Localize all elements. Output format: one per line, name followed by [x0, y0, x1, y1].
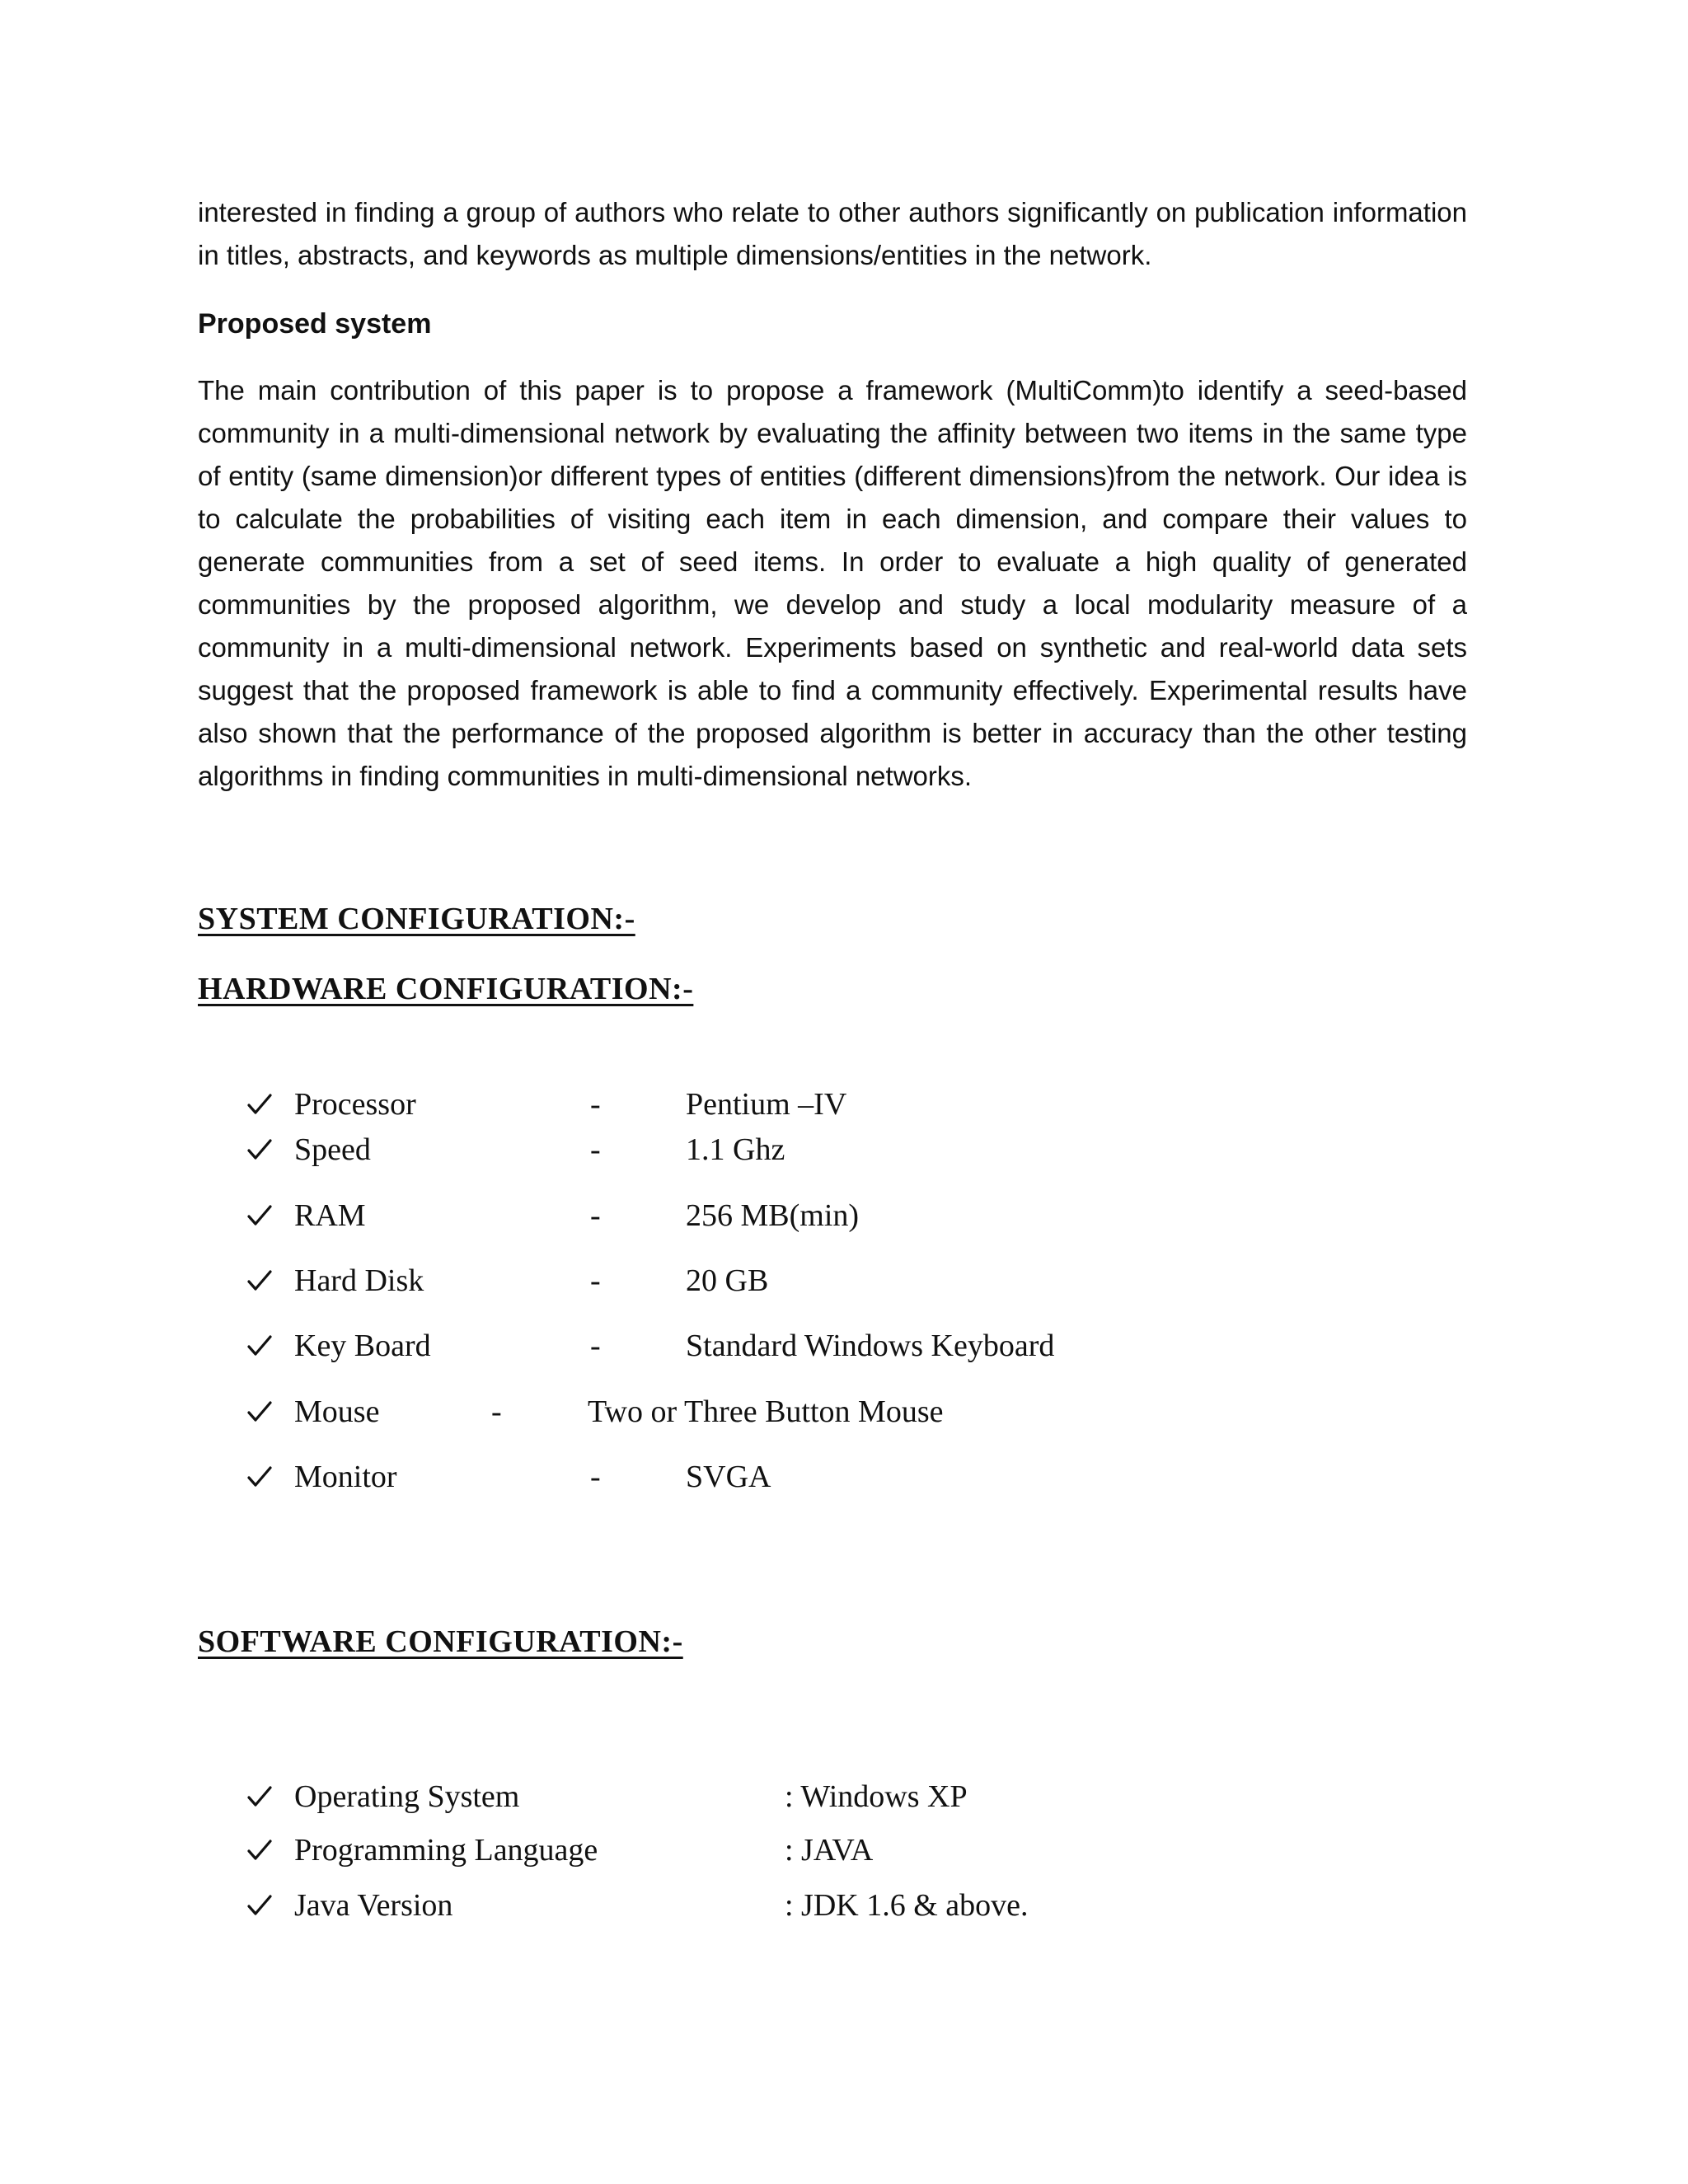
hardware-config-heading: HARDWARE CONFIGURATION:- — [198, 972, 694, 1006]
hardware-item-ram — [0, 1195, 1688, 1236]
software-label: Operating System — [294, 1779, 520, 1814]
check-icon — [247, 1776, 275, 1817]
software-item-language — [0, 1830, 1688, 1871]
proposed-system-heading: Proposed system — [198, 308, 432, 340]
software-value: : Windows XP — [785, 1779, 968, 1814]
check-icon — [247, 1325, 275, 1366]
software-value: : JAVA — [785, 1833, 874, 1868]
hardware-label: Key Board — [294, 1329, 431, 1363]
hardware-separator: - — [590, 1460, 601, 1494]
check-icon — [247, 1456, 275, 1497]
check-icon — [247, 1260, 275, 1301]
hardware-item-speed — [0, 1129, 1688, 1170]
hardware-label: Mouse — [294, 1394, 380, 1429]
software-item-java-version — [0, 1885, 1688, 1926]
software-label: Programming Language — [294, 1833, 598, 1868]
intro-paragraph: interested in finding a group of authors who relate to other authors significantly on publication information in titles, abstracts, and keywords as multiple dimensions/entities in the network. — [198, 197, 1467, 270]
proposed-system-paragraph: The main contribution of this paper is to propose a framework (MultiComm)to identify a seed-based community in a multi-dimensional network by evaluating the affinity between two items in the same type of entity (same dimension)or different types of entities (different dimensions)from the network. Our idea is to calculate the probabilities of visiting each item in each dimension, and compare their values to generate communities from a set of seed items. In order to evaluate a high quality of generated communities by the proposed algorithm, we develop and study a local modularity measure of a community in a multi-dimensional network. Experiments based on synthetic and real-world data sets suggest that the proposed framework is able to find a community effectively. Experimental results have also shown that the performance of the proposed algorithm is better in accuracy than the other testing algorithms in finding communities in multi-dimensional networks. — [198, 375, 1467, 791]
hardware-separator: - — [491, 1394, 502, 1429]
system-config-heading: SYSTEM CONFIGURATION:- — [198, 902, 635, 936]
hardware-separator: - — [590, 1132, 601, 1167]
hardware-label: RAM — [294, 1198, 366, 1233]
check-icon — [247, 1129, 275, 1170]
check-icon — [247, 1830, 275, 1871]
hardware-label: Monitor — [294, 1460, 397, 1494]
hardware-item-mouse — [0, 1391, 1688, 1432]
hardware-item-hard-disk — [0, 1260, 1688, 1301]
hardware-separator: - — [590, 1329, 601, 1363]
hardware-separator: - — [590, 1263, 601, 1298]
hardware-value: Pentium –IV — [686, 1087, 847, 1122]
software-value: : JDK 1.6 & above. — [785, 1888, 1029, 1923]
hardware-value: 256 MB(min) — [686, 1198, 860, 1233]
hardware-value: Two or Three Button Mouse — [588, 1394, 944, 1429]
software-config-heading: SOFTWARE CONFIGURATION:- — [198, 1624, 683, 1659]
hardware-separator: - — [590, 1087, 601, 1122]
hardware-item-monitor — [0, 1456, 1688, 1497]
hardware-item-keyboard — [0, 1325, 1688, 1366]
hardware-value: Standard Windows Keyboard — [686, 1329, 1055, 1363]
hardware-value: 1.1 Ghz — [686, 1132, 785, 1167]
hardware-label: Hard Disk — [294, 1263, 424, 1298]
hardware-label: Speed — [294, 1132, 371, 1167]
check-icon — [247, 1084, 275, 1125]
hardware-item-processor — [0, 1084, 1688, 1125]
check-icon — [247, 1391, 275, 1432]
software-label: Java Version — [294, 1888, 453, 1923]
check-icon — [247, 1885, 275, 1926]
check-icon — [247, 1195, 275, 1236]
software-item-os — [0, 1776, 1688, 1817]
hardware-separator: - — [590, 1198, 601, 1233]
hardware-value: 20 GB — [686, 1263, 769, 1298]
hardware-label: Processor — [294, 1087, 416, 1122]
hardware-value: SVGA — [686, 1460, 771, 1494]
